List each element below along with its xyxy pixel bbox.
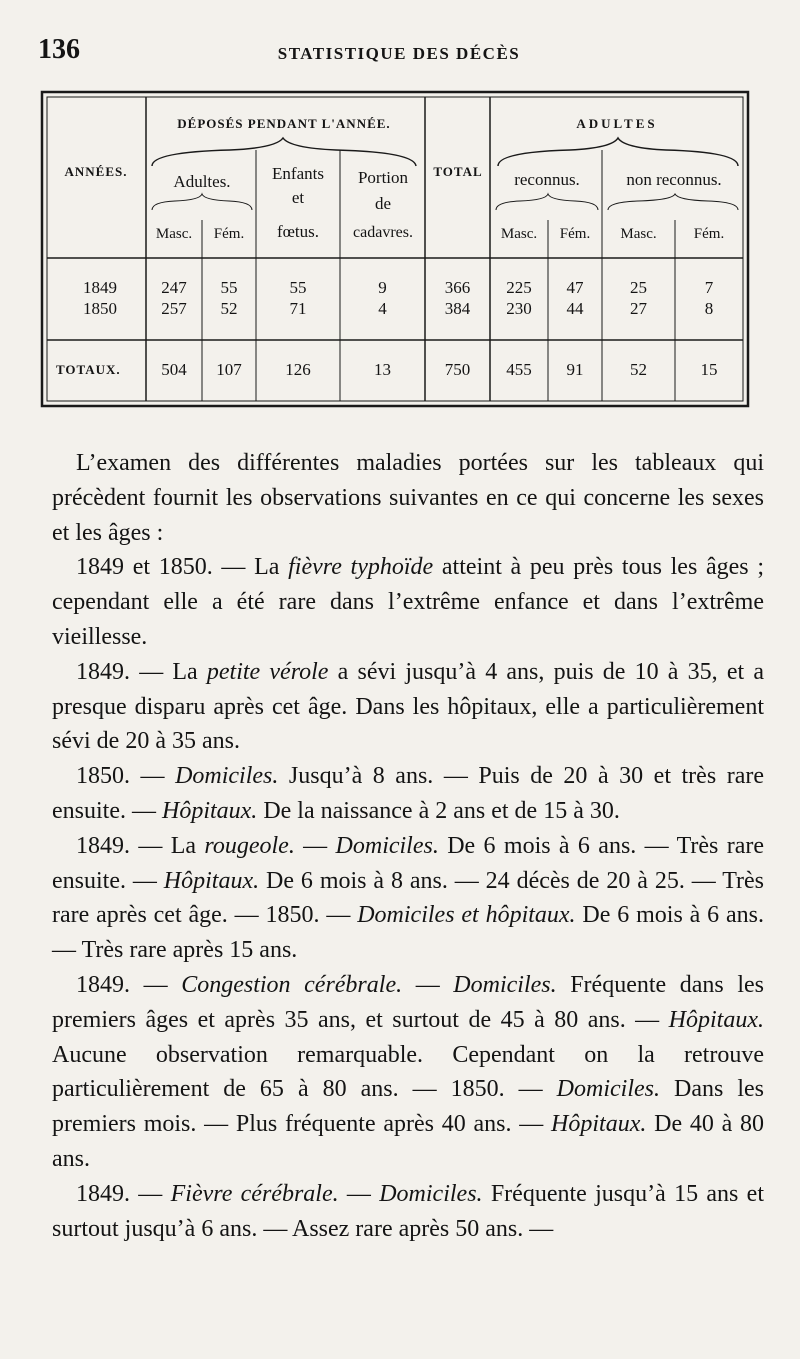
sub-fem-header: Fém. — [559, 226, 591, 242]
col-reconnus-header: reconnus. — [514, 170, 580, 189]
italic-text: Congestion cérébrale. — [181, 971, 403, 998]
text-run: 1849. — — [76, 1180, 171, 1207]
text-run: 1850. — — [76, 763, 176, 790]
text-run: De 6 mois à 8 ans. — 24 décès de 20 à 25. — Très rare après cet âge. — 1850. — — [52, 867, 764, 929]
group-deposes-header: DÉPOSÉS PENDANT L'ANNÉE. — [177, 116, 391, 131]
statistics-table — [40, 88, 752, 410]
paragraph — [52, 829, 764, 968]
sub-masc-header: Masc. — [620, 226, 657, 242]
col-portion-header-2: de — [374, 194, 392, 213]
running-title: STATISTIQUE DES DÉCÈS — [277, 44, 521, 63]
table-cell: 107 — [216, 360, 242, 379]
page-header — [38, 34, 760, 74]
table-cell: 27 — [630, 299, 647, 318]
text-run: De 6 mois à 6 ans. — Très rare ensuite. — — [52, 832, 765, 894]
table-cell: 9 — [378, 278, 387, 297]
table-cell: 55 — [220, 278, 238, 297]
table-cell: 25 — [630, 278, 647, 297]
table-cell: 15 — [700, 360, 718, 379]
col-adultes-header: Adultes. — [173, 172, 231, 191]
text-run: Jusqu’à 8 ans. — Puis de 20 à 30 et très rare ensuite. — — [52, 763, 764, 824]
italic-text: Domiciles. — [379, 1180, 483, 1207]
table-cell: 47 — [566, 278, 584, 297]
table-cell: 126 — [285, 360, 311, 379]
col-non-reconnus-header: non reconnus. — [626, 170, 722, 189]
table-cell: 366 — [444, 278, 471, 297]
italic-text: Domiciles. — [335, 832, 439, 859]
sub-masc-header: Masc. — [500, 226, 538, 242]
table-cell: 384 — [444, 299, 471, 318]
col-enfants-header-3: fœtus. — [276, 222, 320, 241]
text-run: 1849 et 1850. — La — [76, 554, 289, 581]
paragraph — [52, 446, 764, 550]
text-run: atteint à peu près tous les âges ; cependant elle a été rare dans l’extrême enfance et dans l’extrême vieillesse. — [52, 554, 764, 650]
italic-text: Domiciles. — [453, 971, 557, 998]
text-run: Aucune observation remarquable. Cependant on la retrouve particulièrement de 65 à 80 ans. — 1850. — — [52, 1041, 764, 1103]
text-run: De 40 à 80 ans. — [52, 1111, 765, 1172]
paragraph — [52, 1177, 764, 1247]
italic-text: Hôpitaux. — [163, 867, 260, 894]
italic-text: Domiciles et hôpitaux. — [357, 902, 576, 929]
text-run: — — [402, 971, 454, 998]
text-run: Fréquente dans les premiers âges et après 35 ans, et surtout de 45 à 80 ans. — — [52, 971, 765, 1033]
row-year: 1850 — [83, 299, 117, 318]
table-cell: 750 — [444, 360, 471, 379]
text-run: De 6 mois à 6 ans. — Très rare après 15 ans. — [52, 902, 765, 964]
table-cell: 504 — [161, 360, 187, 379]
table-cell: 225 — [506, 278, 532, 297]
text-run: — — [294, 832, 336, 859]
table-cell: 44 — [566, 299, 584, 318]
col-enfants-header-1: Enfants — [272, 164, 324, 183]
table-cell: 55 — [289, 278, 307, 297]
italic-text: fièvre typhoïde — [288, 554, 434, 581]
col-enfants-header-2: et — [291, 188, 305, 207]
text-run: a sévi jusqu’à 4 ans, puis de 10 à 35, et a presque disparu après cet âge. Dans les hôpitaux, elle a particulièrement sévi de 20 à 35 ans. — [52, 658, 764, 755]
paragraph — [52, 968, 764, 1177]
totals-label: TOTAUX. — [56, 362, 121, 377]
table-cell: 230 — [506, 299, 532, 318]
table-cell: 4 — [378, 299, 387, 318]
row-year: 1849 — [83, 278, 117, 297]
table-cell: 13 — [374, 360, 391, 379]
table-cell: 257 — [161, 299, 187, 318]
text-run: L’examen des différentes maladies portées sur les tableaux qui précèdent fournit les observations suivantes en ce qui concerne les sexes et les âges : — [52, 450, 764, 546]
sub-masc-header: Masc. — [155, 226, 193, 242]
col-portion-header-3: cadavres. — [353, 224, 413, 241]
text-run: 1849. — La — [76, 658, 207, 685]
text-run: Fréquente jusqu’à 15 ans et surtout jusqu’à 6 ans. — Assez rare après 50 ans. — — [52, 1180, 764, 1242]
body-text — [52, 446, 764, 1246]
paragraph — [52, 655, 764, 759]
table-cell: 8 — [704, 299, 714, 318]
text-run: — — [338, 1180, 380, 1207]
col-portion-header-1: Portion — [357, 168, 409, 187]
italic-text: rougeole. — [204, 832, 295, 859]
text-run: De la naissance à 2 ans et de 15 à 30. — [257, 797, 620, 824]
italic-text: Fièvre cérébrale. — [170, 1180, 339, 1207]
col-total-header: TOTAL — [433, 164, 483, 179]
table-cell: 7 — [704, 278, 714, 297]
italic-text: Hôpitaux. — [161, 797, 258, 824]
paragraph — [52, 550, 764, 654]
table-cell: 455 — [506, 360, 532, 379]
italic-text: Domiciles. — [175, 763, 279, 790]
text-run: 1849. — La — [76, 832, 205, 859]
table-cell: 52 — [630, 360, 647, 379]
italic-text: Hôpitaux. — [668, 1006, 764, 1033]
table-cell: 71 — [289, 299, 307, 318]
page-number: 136 — [38, 34, 80, 65]
sub-fem-header: Fém. — [693, 226, 725, 242]
col-years-header: ANNÉES. — [64, 164, 128, 179]
paragraph — [52, 759, 764, 829]
italic-text: Hôpitaux. — [551, 1111, 647, 1138]
text-run: Dans les premiers mois. — Plus fréquente après 40 ans. — — [52, 1076, 764, 1138]
text-run: 1849. — — [76, 971, 182, 998]
italic-text: Domiciles. — [556, 1076, 660, 1103]
group-adultes-header: ADULTES — [576, 116, 658, 131]
italic-text: petite vérole — [206, 658, 329, 685]
sub-fem-header: Fém. — [213, 226, 245, 242]
table-cell: 52 — [220, 299, 238, 318]
table-cell: 247 — [161, 278, 187, 297]
table-cell: 91 — [566, 360, 584, 379]
